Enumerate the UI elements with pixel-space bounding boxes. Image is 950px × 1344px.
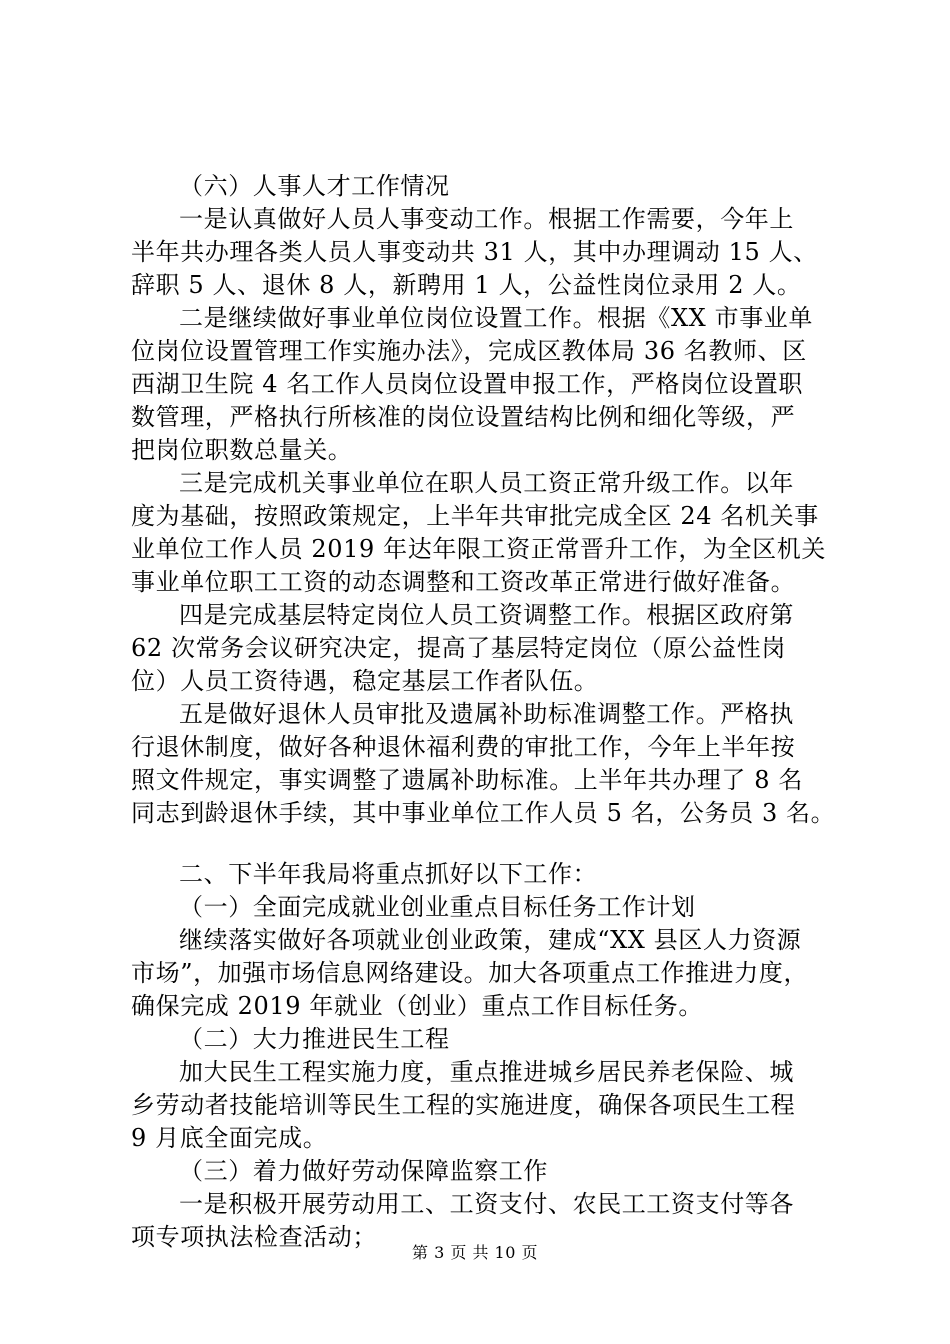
paragraph-line: 二是继续做好事业单位岗位设置工作。根据《XX 市事业单 (179, 304, 813, 332)
paragraph-line: 数管理，严格执行所核准的岗位设置结构比例和细化等级，严 (131, 403, 796, 431)
paragraph-line: 把岗位职数总量关。 (131, 436, 353, 464)
paragraph-line: 西湖卫生院 4 名工作人员岗位设置申报工作，严格岗位设置职 (131, 370, 803, 398)
paragraph-line: 照文件规定，事实调整了遗属补助标准。上半年共办理了 8 名 (131, 766, 803, 794)
paragraph-line: 五是做好退休人员审批及遗属补助标准调整工作。严格执 (179, 700, 794, 728)
subsection-heading-employment: （一）全面完成就业创业重点目标任务工作计划 (179, 893, 696, 921)
subsection-heading-labor-supervision: （三）着力做好劳动保障监察工作 (179, 1157, 548, 1185)
paragraph-line: 确保完成 2019 年就业（创业）重点工作目标任务。 (131, 992, 703, 1020)
paragraph-line: 同志到龄退休手续，其中事业单位工作人员 5 名，公务员 3 名。 (131, 799, 836, 827)
paragraph-line: 一是认真做好人员人事变动工作。根据工作需要，今年上 (179, 205, 794, 233)
paragraph-line: 四是完成基层特定岗位人员工资调整工作。根据区政府第 (179, 601, 794, 629)
paragraph-line: 市场”，加强市场信息网络建设。加大各项重点工作推进力度， (131, 959, 809, 987)
paragraph-line: 事业单位职工工资的动态调整和工资改革正常进行做好准备。 (131, 568, 796, 596)
paragraph-line: 62 次常务会议研究决定，提高了基层特定岗位（原公益性岗 (131, 634, 786, 662)
paragraph-line: 业单位工作人员 2019 年达年限工资正常晋升工作，为全区机关 (131, 535, 826, 563)
paragraph-line: 位岗位设置管理工作实施办法》，完成区教体局 36 名教师、区 (131, 337, 807, 365)
paragraph-gap (131, 830, 841, 858)
section-heading-personnel: （六）人事人才工作情况 (179, 172, 450, 200)
paragraph-line: 行退休制度，做好各种退休福利费的审批工作，今年上半年按 (131, 733, 796, 761)
paragraph-line: 继续落实做好各项就业创业政策，建成“XX 县区人力资源 (179, 926, 802, 954)
paragraph-line: 加大民生工程实施力度，重点推进城乡居民养老保险、城 (179, 1058, 794, 1086)
paragraph-line: 半年共办理各类人员人事变动共 31 人，其中办理调动 15 人、 (131, 238, 818, 266)
document-body (131, 170, 841, 1254)
paragraph-line: 乡劳动者技能培训等民生工程的实施进度，确保各项民生工程 (131, 1091, 796, 1119)
page-number-footer: 第 3 页 共 10 页 (412, 1243, 538, 1262)
paragraph-line: 一是积极开展劳动用工、工资支付、农民工工资支付等各 (179, 1190, 794, 1218)
section-heading-second-half: 二、下半年我局将重点抓好以下工作： (179, 860, 598, 888)
subsection-heading-livelihood: （二）大力推进民生工程 (179, 1025, 450, 1053)
paragraph-line: 9 月底全面完成。 (131, 1124, 328, 1152)
paragraph-line: 项专项执法检查活动； (131, 1223, 377, 1251)
paragraph-line: 位）人员工资待遇，稳定基层工作者队伍。 (131, 667, 599, 695)
paragraph-line: 三是完成机关事业单位在职人员工资正常升级工作。以年 (179, 469, 794, 497)
paragraph-line: 辞职 5 人、退休 8 人，新聘用 1 人，公益性岗位录用 2 人。 (131, 271, 802, 299)
paragraph-line: 度为基础，按照政策规定，上半年共审批完成全区 24 名机关事 (131, 502, 819, 530)
